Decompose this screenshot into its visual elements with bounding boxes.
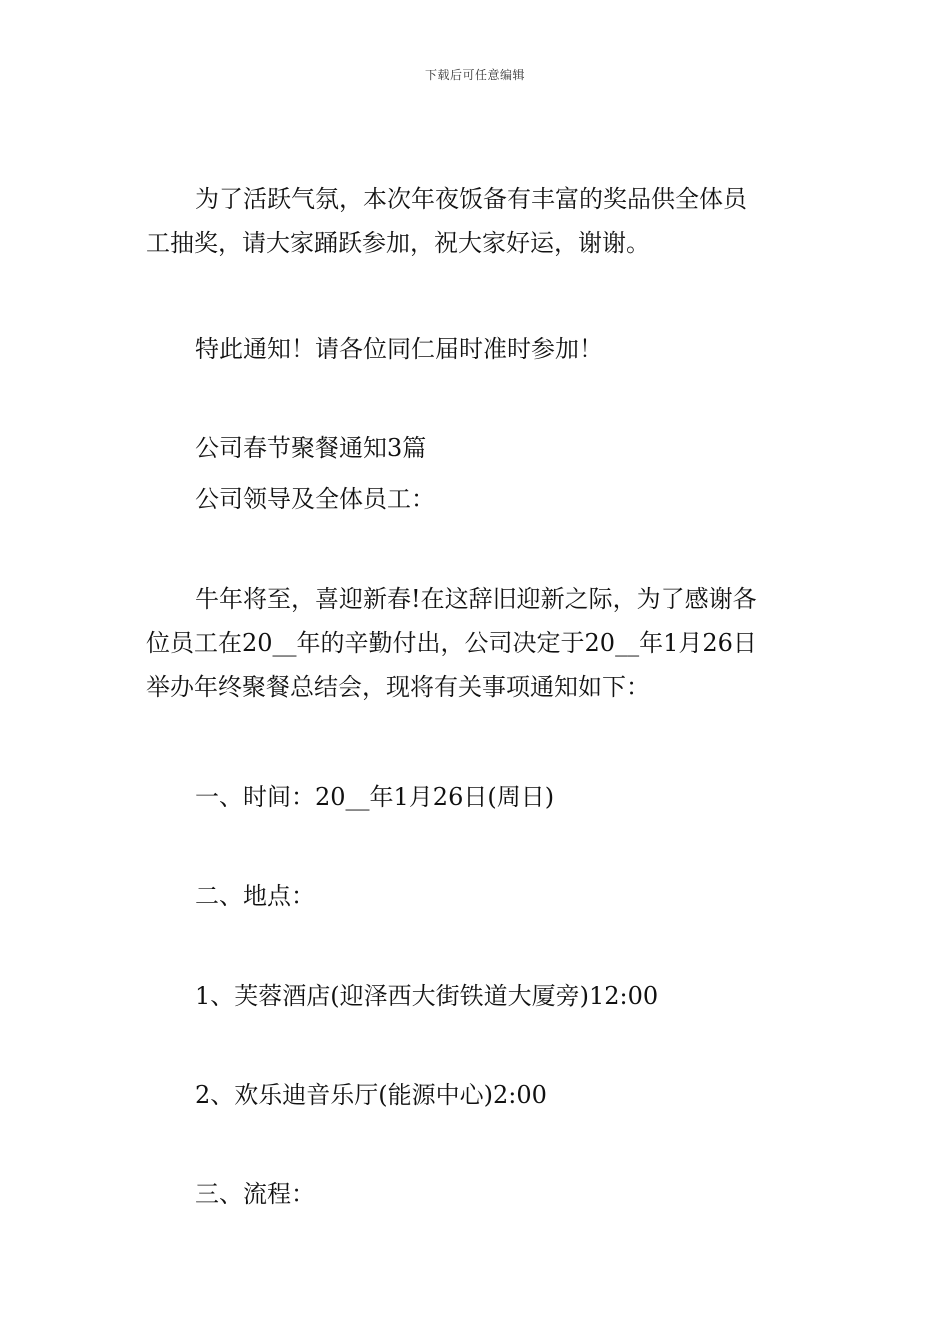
paragraph-lottery (146, 177, 808, 265)
paragraph-line: 特此通知！请各位同仁届时准时参加！ (195, 335, 603, 363)
paragraph-intro (146, 577, 808, 709)
paragraph-line: 三、流程： (195, 1180, 315, 1208)
paragraph-line: 公司春节聚餐通知3篇 (195, 434, 427, 462)
item-time (146, 775, 808, 819)
paragraph-line: 为了活跃气氛，本次年夜饭备有丰富的奖品供全体员 (195, 185, 747, 213)
paragraph-line: 2、欢乐迪音乐厅(能源中心)2:00 (195, 1081, 547, 1109)
item-location-2 (146, 1073, 808, 1117)
paragraph-line: 举办年终聚餐总结会，现将有关事项通知如下： (146, 673, 650, 701)
header-note: 下载后可任意编辑 (424, 68, 525, 82)
paragraph-line: 1、芙蓉酒店(迎泽西大街铁道大厦旁)12:00 (195, 982, 659, 1010)
paragraph-line: 一、时间：20__年1月26日(周日) (195, 783, 555, 811)
item-process (146, 1172, 808, 1216)
paragraph-line: 牛年将至，喜迎新春!在这辞旧迎新之际，为了感谢各 (195, 585, 757, 613)
item-location-1 (146, 974, 808, 1018)
salutation (146, 477, 808, 521)
paragraph-line: 位员工在20__年的辛勤付出，公司决定于20__年1月26日 (146, 629, 757, 657)
paragraph-line: 工抽奖，请大家踊跃参加，祝大家好运，谢谢。 (146, 229, 650, 257)
section-heading (146, 426, 808, 470)
paragraph-line: 二、地点： (195, 882, 315, 910)
paragraph-notice (146, 327, 808, 371)
item-location (146, 874, 808, 918)
paragraph-line: 公司领导及全体员工： (195, 485, 435, 513)
